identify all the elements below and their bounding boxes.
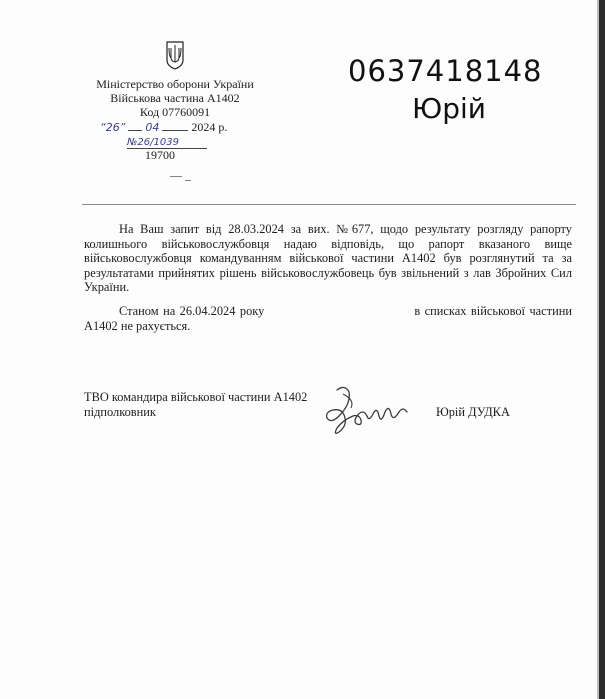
postcode: 19700 <box>145 148 175 162</box>
signer-rank: підполковник <box>84 405 156 419</box>
paragraph-2-start: Станом на 26.04.2024 року <box>119 304 265 318</box>
photo-edge <box>599 0 605 699</box>
signer-position: ТВО командира військової частини А1402 <box>84 390 308 404</box>
unit-code: Код 07760091 <box>139 105 211 119</box>
signer-name: Юрій ДУДКА <box>436 405 510 419</box>
header-divider <box>82 204 576 205</box>
registration-number <box>127 134 207 149</box>
overlay-phone-number: 0637418148 <box>348 54 543 88</box>
date-year: 2024 р. <box>191 120 228 134</box>
document-date <box>100 119 280 135</box>
ministry-name: Міністерство оборони України <box>96 77 254 91</box>
handwritten-signature <box>315 382 435 444</box>
date-day: “26” <box>100 121 126 134</box>
military-unit: Військова частина А1402 <box>110 91 240 105</box>
reg-number-handwritten: №26/1039 <box>127 137 207 149</box>
paragraph-2-end: в списках військової частини А1402 не рахується. <box>84 304 572 333</box>
letter-paragraph-1: На Ваш запит від 28.03.2024 за вих. №677, щодо результату розгляду рапорту колишнього військовослужбовця надаю відповідь, що рапорт вказаного вище військовослужбовця командуванням військової частини А1402 був розглянутий та за результатами прийнятих рішень військовослужбовець був звільнений з лав Збройних Сил України. <box>84 222 572 295</box>
header-dashes: — _ <box>170 168 191 182</box>
overlay-name: Юрій <box>412 92 486 125</box>
letter-paragraph-2 <box>84 304 572 333</box>
date-month: 04 <box>145 121 160 134</box>
coat-of-arms-icon <box>165 40 185 70</box>
